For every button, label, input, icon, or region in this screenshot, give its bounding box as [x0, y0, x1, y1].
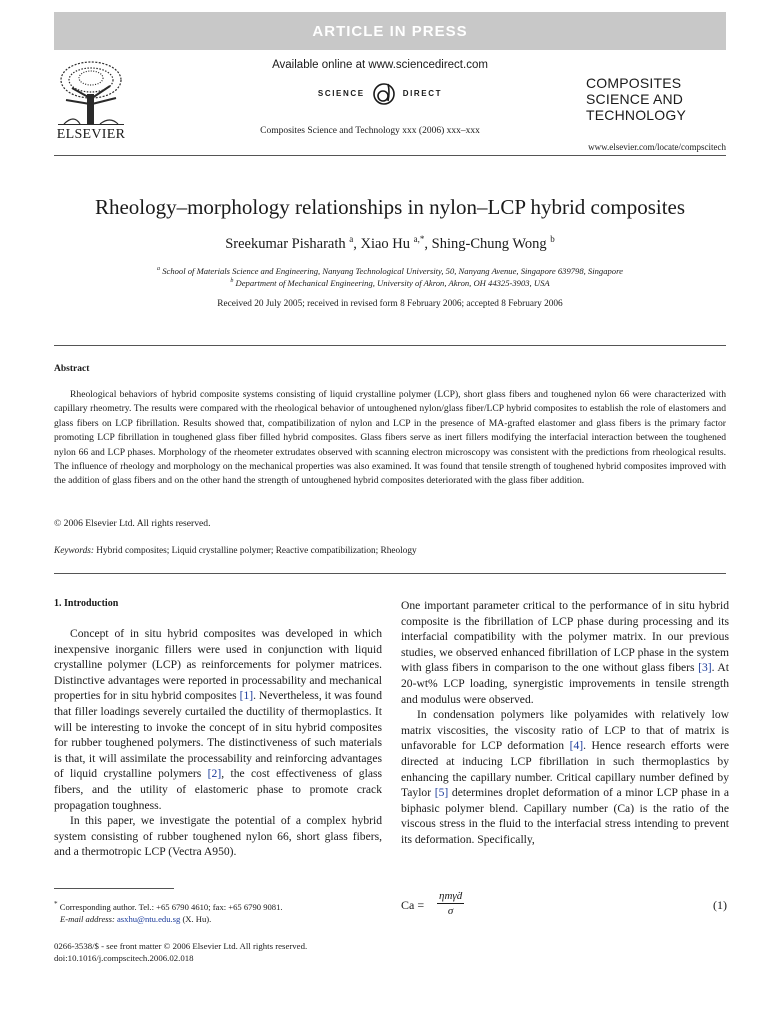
author-superscript: a,*: [413, 234, 425, 244]
text-run: Concept of in situ hybrid composites was developed in which inexpensive inorganic fillers were used in conjunction with liquid crystalline polymer (LCP) as reinforcements for polymer matrices. Distinctive advantages were reported in processability and mechanical properties for in situ hybrid composites: [54, 627, 382, 703]
affiliation-text: School of Materials Science and Engineering, Nanyang Technological University, 50, Nanyang Avenue, Singapore 639798, Singapore: [162, 266, 623, 276]
text-run: . At 20-wt% LCP loading, synergistic improvements in tensile strength and modulus were observed.: [401, 661, 729, 706]
footnote-email-line: [54, 913, 384, 925]
article-title: Rheology–morphology relationships in nylon–LCP hybrid composites: [94, 195, 686, 219]
journal-title-line: SCIENCE AND: [586, 91, 684, 107]
affiliation-text: Department of Mechanical Engineering, University of Akron, Akron, OH 44325-3903, USA: [235, 278, 550, 288]
sciencedirect-logo: [290, 78, 470, 108]
tree-logo-icon: [54, 58, 128, 126]
author-list: Sreekumar Pisharath $^a$, Xiao Hu $^{a,*}$, Shing-Chung Wong $^b$: [225, 234, 555, 252]
abstract-heading: Abstract: [54, 364, 90, 374]
citation-link[interactable]: [2]: [207, 767, 222, 781]
abstract-top-rule: [54, 345, 726, 346]
footnote-line: [54, 898, 384, 913]
publisher-name: ELSEVIER: [56, 127, 126, 142]
header-rule: [54, 155, 726, 156]
journal-title-line: TECHNOLOGY: [586, 107, 687, 123]
issn-line: 0266-3538/$ - see front matter © 2006 Elsevier Ltd. All rights reserved.: [54, 941, 308, 951]
abstract-copyright: © 2006 Elsevier Ltd. All rights reserved.: [54, 518, 211, 529]
affiliation: [54, 266, 726, 276]
email-label: E-mail address:: [60, 913, 115, 924]
right-column: [401, 598, 729, 848]
text-run: . Nevertheless, it was found that filler loadings severely curtailed the ductility of thermoplastics. It will be interesting to invoke the concept of in situ hybrid composites for rubber toughened polymers. The distinctiveness of such materials is that, it will assimilate the processability and reinforcing advantages of liquid crystalline polymers: [54, 689, 382, 781]
paragraph: [401, 707, 729, 847]
affiliation-superscript: a: [157, 266, 161, 273]
journal-url-link[interactable]: www.elsevier.com/locate/compscitech: [588, 142, 726, 152]
citation-link[interactable]: [3]: [698, 661, 712, 675]
sciencedirect-left-word: SCIENCE: [317, 88, 365, 98]
sciencedirect-right-word: DIRECT: [402, 88, 443, 98]
equation-1: [401, 890, 729, 924]
author-name: Sreekumar Pisharath: [225, 235, 346, 252]
text-run: . Hence research efforts were directed at inducing LCP fibrillation in such thermoplastics by enhancing the capillary number. Critical capillary number defined by Taylor: [401, 739, 729, 800]
equation-lhs: Ca =: [401, 898, 425, 912]
equation-fraction: [437, 890, 464, 917]
citation-link[interactable]: [4]: [569, 739, 584, 753]
text-run: One important parameter critical to the performance of in situ hybrid composite is the fibrillation of LCP phase during processing and its interfacial compatibility with the polymer matrix. In our previous studies, we observed enhanced fibrillation of LCP phase in the system with glass fibers in comparison to the one without glass fibers: [401, 599, 729, 675]
author-name: Xiao Hu: [360, 235, 411, 252]
journal-reference: Composites Science and Technology xxx (2006) xxx–xxx: [260, 126, 480, 136]
author-name: Shing-Chung Wong: [431, 235, 547, 252]
paragraph: [401, 598, 729, 707]
journal-title: [586, 75, 746, 123]
footnote-rule: [54, 888, 174, 889]
equation-numerator: ηmγ̇d: [439, 890, 463, 902]
footnote: [54, 898, 384, 925]
paragraph: [54, 626, 382, 813]
keywords: [54, 546, 726, 556]
availability-line: Available online at www.sciencedirect.com: [272, 59, 488, 71]
author-superscript: a: [349, 234, 354, 244]
email-suffix: (X. Hu).: [182, 913, 212, 924]
issn-doi-block: [54, 940, 394, 964]
equation-number: (1): [713, 898, 727, 912]
text-run: , the cost effectiveness of glass fibers, and the utility of elastomeric phase to promote crack propagation toughness.: [54, 767, 382, 812]
citation-link[interactable]: [5]: [434, 786, 449, 800]
keywords-text: Hybrid composites; Liquid crystalline polymer; Reactive compatibilization; Rheology: [96, 546, 417, 556]
affiliation: [54, 278, 726, 288]
abstract-body: Rheological behaviors of hybrid composite systems consisting of liquid crystalline polymer (LCP), short glass fibers and toughened nylon 66 were characterized with capillary rheometry. The results were compared with the rheological behavior of untoughened nylon/glass fiber/LCP hybrid composites to establish the role of elastomers and glass fibers on LCP fibrillation. Results showed that, compatibilization of nylon and LCP in the presence of MA-grafted elastomer and glass fibers is the primary factor promoting LCP fibrillation in toughened glass fiber filled hybrid composites. Glass fibers serve as inert fillers modifying the interfacial interaction between the toughened nylon 66 and LCP phases. Morphology of the rheometer extrudates observed with scanning electron microscopy was consistent with the predictions from rheological results. The influence of rheology and morphology on the mechanical properties was also examined. It was found that tensile strength of toughened hybrid composites improved with the addition of glass fibers and on the other hand the strength of untoughened hybrid composites deteriorated with the glass fiber addition.: [54, 389, 726, 487]
affiliation-superscript: b: [230, 278, 234, 285]
paragraph: In this paper, we investigate the potential of a complex hybrid system consisting of rubber toughened nylon 66, short glass fibers, and a thermotropic LCP (Vectra A950).: [54, 814, 382, 859]
keywords-label: Keywords:: [54, 546, 94, 556]
journal-title-line: COMPOSITES: [586, 75, 682, 91]
email-link[interactable]: asxhu@ntu.edu.sg: [116, 913, 181, 924]
equation-denominator: σ: [447, 905, 454, 917]
doi-line[interactable]: doi:10.1016/j.compscitech.2006.02.018: [54, 953, 194, 963]
footnote-text: Corresponding author. Tel.: +65 6790 4610; fax: +65 6790 9081.: [59, 901, 283, 912]
text-run: In condensation polymers like polyamides with relatively low matrix viscosities, the viscosity ratio of LCP to that of matrix is unfavorable for LCP deformation: [401, 708, 729, 753]
left-column: [54, 626, 382, 860]
text-run: determines droplet deformation of a minor LCP phase in a biphasic polymer blend. Capillary number (Ca) is the ratio of the viscous stress in the fluid to the interfacial stress intending to prevent its deformation. Specifically,: [401, 786, 729, 846]
author-superscript: b: [550, 234, 555, 244]
abstract-bottom-rule: [54, 573, 726, 574]
sciencedirect-d-icon: [369, 78, 399, 108]
article-in-press-banner: ARTICLE IN PRESS: [54, 12, 726, 50]
citation-link[interactable]: [1]: [239, 689, 254, 703]
footnote-mark: *: [54, 900, 58, 908]
section-heading: 1. Introduction: [54, 598, 119, 609]
received-dates: Received 20 July 2005; received in revised form 8 February 2006; accepted 8 February 2006: [217, 299, 563, 309]
